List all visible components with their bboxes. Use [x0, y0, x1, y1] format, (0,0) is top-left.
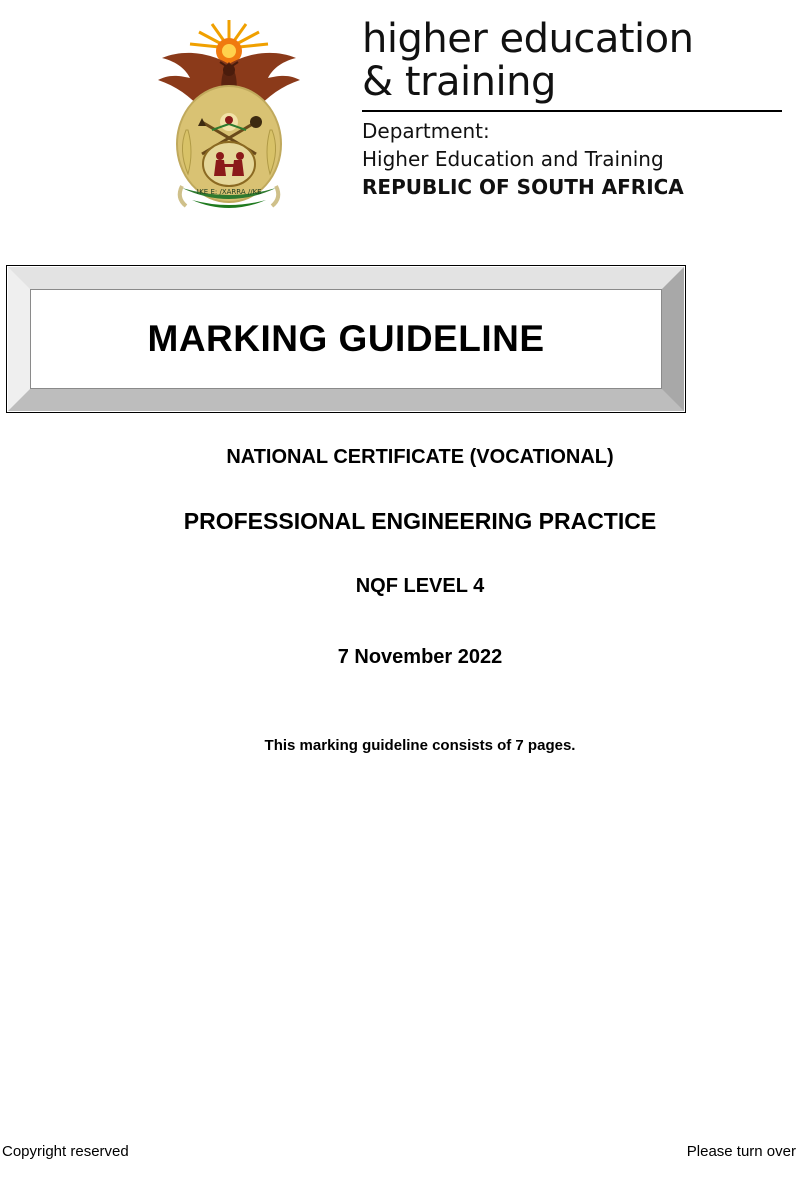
page-count-note: This marking guideline consists of 7 pages. [264, 737, 576, 754]
subject-line: PROFESSIONAL ENGINEERING PRACTICE [183, 508, 657, 534]
bevel-inner [30, 289, 662, 389]
footer-copyright: Copyright reserved [2, 1143, 129, 1160]
certificate-line: NATIONAL CERTIFICATE (VOCATIONAL) [226, 446, 614, 468]
dept-name: Higher Education and Training [362, 146, 664, 171]
dept-title-line2: & training [362, 59, 556, 106]
exam-date-line: 7 November 2022 [337, 646, 503, 668]
dept-country: REPUBLIC OF SOUTH AFRICA [362, 174, 684, 199]
document-footer [0, 1143, 800, 1161]
svg-text:!KE E: /XARRA //KE: !KE E: /XARRA //KE [196, 188, 262, 196]
dept-title-line1: higher education [362, 16, 694, 62]
nqf-level-line: NQF LEVEL 4 [355, 575, 485, 597]
dept-label: Department: [362, 119, 490, 144]
south-africa-coat-of-arms-icon [152, 18, 307, 218]
department-wordmark [362, 18, 787, 201]
footer-turn-over: Please turn over [686, 1143, 796, 1160]
document-header [0, 10, 800, 225]
document-title-box [6, 265, 686, 413]
document-meta [0, 438, 800, 754]
header-divider [362, 110, 782, 112]
page-title: MARKING GUIDELINE [147, 318, 545, 359]
